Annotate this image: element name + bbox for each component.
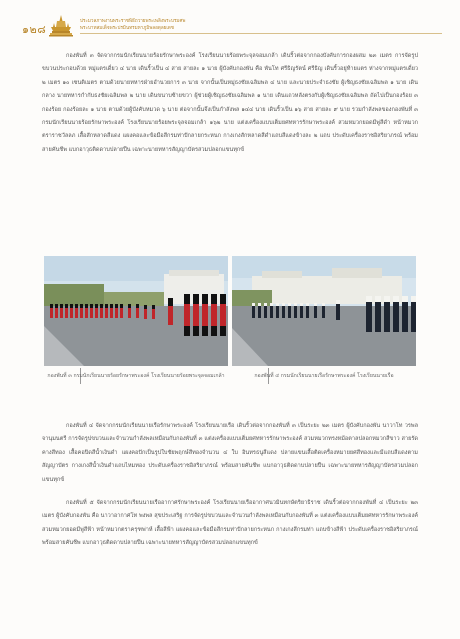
photo-battalion-3 [44,256,228,366]
paragraph-3-text: กองพันที่ ๕ จัดจากกรมนักเรียนนายเรืออากาศรักษาพระองค์ โรงเรียนนายเรืออากาศนวมินทกษัตริยาธิราช เดินริ้วต่อจากกองพันที่ ๔ เป็นระยะ ๒๓ เมตร ผู้บังคับกองพัน คือ นาวาอากาศโท พงพล สุขประเสริฐ การจัดรูปขบวนและจำนวนกำลังพลเหมือนกับกองพันที่ ๓ แต่งเครื่องแบบเต็มยศทหารรักษาพระองค์ สวมหมวกยอดมีพู่สีฟ้า หน้าหมวกตราครุฑพ่าห์ เสื้อสีฟ้า แผงคอและข้อมือสีกรมท่าปักลายกระหนก กางเกงสีกรมท่า แถบข้างสีฟ้า ประดับเครื่องราชอิสริยาภรณ์ พร้อมสายคันชีพ แบกอาวุธติดดาบปลายปืน เฉพาะนายทหารสัญญาบัตรสวมปลอกแขนทุกข์ [42,500,418,547]
photo-caption-left: กองพันที่ ๓ กรมนักเรียนนายร้อยรักษาพระองค์ โรงเรียนนายร้อยพระจุลจอมเกล้า [47,373,225,379]
header-line-1: ประมวลภาพงานพระราชพิธีถวายพระเพลิงพระบรมศพ [80,19,186,24]
header-title [80,18,270,32]
header-divider [80,33,442,34]
paragraph-battalion-4 [42,420,418,487]
paragraph-2-text: กองพันที่ ๔ จัดจากกรมนักเรียนนายเรือรักษาพระองค์ โรงเรียนนายเรือ เดินริ้วต่อจากกองพันที่ ๓ เป็นระยะ ๒๓ เมตร ผู้บังคับกองพัน นาวาโท วรพล จานุมนตรี การจัดรูปขบวนและจำนวนกำลังพลเหมือนกับกองพันที่ ๓ แต่งเครื่องแบบเต็มยศทหารรักษาพระองค์ สวมหมวกทรงหม้อตาลปลอกหมวกสีขาว สายรัดคางสีทอง เสื้อคอปิดสีน้ำเงินดำ แผงคอปักเป็นรูปใบชัยพฤกษ์สีทองจำนวน ๔ ใบ อินทรธนูสีแดง ปลายแขนเสื้อติดเครื่องหมายยศสีทองและมีแถบสีแดงตามสัญญาบัตร กางเกงสีน้ำเงินดำแถบไหมทอง ประดับเครื่องราชอิสริยาภรณ์ พร้อมสายคันชีพ แบกอาวุธติดดาบปลายปืน เฉพาะนายทหารสัญญาบัตรสวมปลอกแขนทุกข์ [42,423,418,483]
parade-photo-right [232,256,416,366]
header-line-2: พระบาทสมเด็จพระปรมินทรมหาภูมิพลอดุลยเดช [80,26,175,31]
paragraph-1-text: กองพันที่ ๓ จัดจากกรมนักเรียนนายร้อยรักษาพระองค์ โรงเรียนนายร้อยพระจุลจอมเกล้า เดินริ้วต่อจากกองบังคับการกองผสม ๒๓ เมตร การจัดรูปขบวนประกอบด้วย หมู่แตรเดี่ยว ๔ นาย เดินริ้วเป็น ๔ สาย สายละ ๑ นาย ผู้บังคับกองพัน คือ พันโท ศรีธิญรัตน์ ศรีธิญ เดินริ้วอยู่ท้ายแตร ห่างจากหมู่แตรเดี่ยว ๒ เมตร ๑๐ เซนติเมตร ตามด้วยนายทหารฝ่ายอำนวยการ ๓ นาย จากนั้นเป็นหมู่ธงชัยเฉลิมพล ๔ นาย และนายประจำธงชัย ผู้เชิญธงชัยเฉลิมพล ๑ นาย เดินกลาง นายทหารกำกับธงชัยเฉลิมพล ๒ นาย เดินขนาบซ้ายขวา ผู้ช่วยผู้เชิญธงชัยเฉลิมพล ๑ นาย เดินแถวหลังตรงกับผู้เชิญธงชัยเฉลิมพล ถัดไปเป็นกองร้อย ๓ กองร้อย กองร้อยละ ๑ นาย ตามด้วยผู้บังคับหมวด ๖ นาย ต่อจากนั้นจึงเป็นกำลังพล ๑๔๔ นาย เดินริ้วเป็น ๑๖ สาย สายละ ๙ นาย รวมกำลังพลของกองพันที่ ๓ กรมนักเรียนนายร้อยรักษาพระองค์ โรงเรียนนายร้อยพระจุลจอมเกล้า ๑๖๒ นาย แต่งเครื่องแบบเต็มยศทหารรักษาพระองค์ สวมหมวกยอดมีพู่สีดำ หน้าหมวกตราราชวัลลภ เสื้อสักหลาดสีแดง แผงคอและข้อมือสีกรมท่าปักลายกระหนก กางเกงสักหลาดสีดำแถบสีแดงข้างละ ๒ แถบ ประดับเครื่องราชอิสริยาภรณ์ พร้อมสายคันชีพ แบกอาวุธติดดาบปลายปืน เฉพาะนายทหารสัญญาบัตรสวมปลอกแขนทุกข์ [42,53,418,153]
paragraph-battalion-3 [42,50,418,157]
paragraph-battalion-5 [42,497,418,551]
photo-battalion-4 [232,256,416,366]
royal-emblem-icon [48,14,74,38]
page-number: ๑๒๘ [22,23,47,36]
photo-caption-right: กองพันที่ ๔ กรมนักเรียนนายเรือรักษาพระองค์ โรงเรียนนายเรือ [254,373,394,379]
page-header [22,14,442,42]
parade-photo-left [44,256,228,366]
